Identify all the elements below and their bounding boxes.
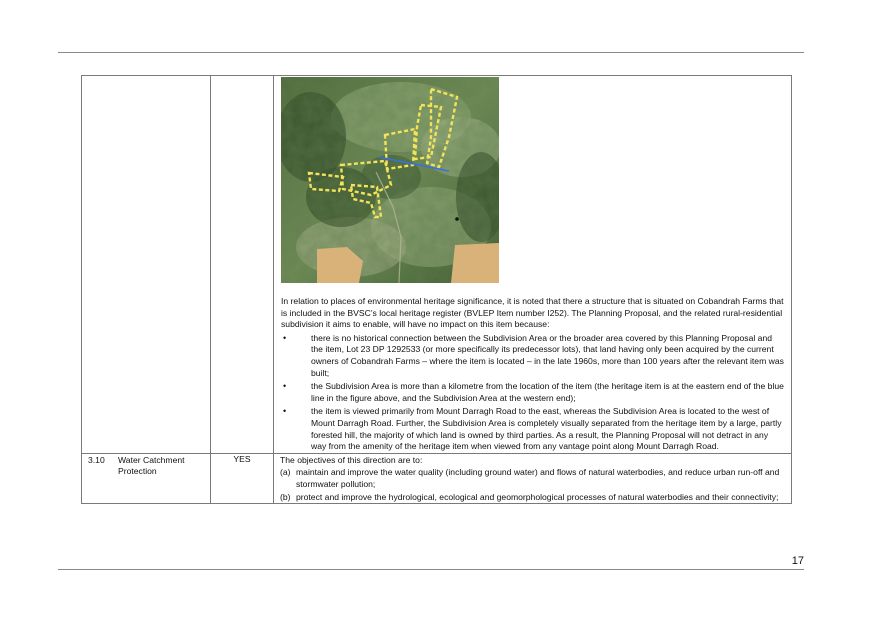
heritage-bullet-list <box>281 333 785 453</box>
list-item <box>281 406 785 452</box>
bullet-icon: • <box>283 332 287 343</box>
list-item <box>280 467 785 490</box>
bullet-icon: • <box>283 406 287 417</box>
heritage-cell <box>274 76 792 454</box>
aerial-map-image <box>281 77 499 283</box>
heritage-text <box>274 283 791 453</box>
list-item-text: there is no historical connection between the Subdivision Area or the broader area covered by this Planning Proposal and the item, Lot 23 DP 1292533 (or more specifically its predecessor lots), that land having only been acquired by the current owners of Cobandrah Farms – where the item is located – in the late 1960s, more than 100 years after the relevant item was built; <box>311 332 784 378</box>
table-row <box>82 76 792 454</box>
section-number: 3.10 <box>88 454 105 465</box>
objectives-cell <box>274 453 792 503</box>
page-number: 17 <box>791 555 804 567</box>
list-item <box>281 381 785 404</box>
empty-cell <box>82 76 211 454</box>
bullet-icon: • <box>283 381 287 392</box>
list-item <box>281 333 785 379</box>
empty-cell <box>211 76 274 454</box>
objective-label: (b) <box>280 491 291 502</box>
consistency-cell <box>211 453 274 503</box>
footer-rule <box>58 569 804 570</box>
consistency-value: YES <box>233 453 251 464</box>
section-cell <box>82 453 211 503</box>
heritage-intro: In relation to places of environmental heritage significance, it is noted that there a structure that is situated on Cobandrah Farms that is included in the BVSC’s local heritage register (BVLEP Item number I252). The Planning Proposal, and the related rural-residential subdivision it aims to enable, will have no impact on this item because: <box>281 296 784 330</box>
table-row <box>82 453 792 503</box>
objective-label: (a) <box>280 467 291 478</box>
heritage-item-dot <box>455 217 459 221</box>
section-title: Water Catchment Protection <box>118 454 185 477</box>
list-item-text: the item is viewed primarily from Mount Darragh Road to the east, whereas the Subdivision Area is located to the west of Mount Darragh Road. Further, the Subdivision Area is completely visually separated from the heritage item by a large, partly forested hill, the majority of which land is owned by third parties. As a result, the Planning Proposal will not detract in any way from the amenity of the heritage item when viewed from any vantage point along Mount Darragh Road. <box>311 406 782 452</box>
consistency-table <box>81 75 792 504</box>
header-rule <box>58 52 804 53</box>
objectives-lead: The objectives of this direction are to: <box>280 454 423 465</box>
tan-parcel <box>451 243 499 283</box>
list-item-text: the Subdivision Area is more than a kilometre from the location of the item (the heritage item is at the eastern end of the blue line in the figure above, and the Subdivision Area at the western end); <box>311 381 784 403</box>
objective-text: protect and improve the hydrological, ecological and geomorphological processes of natural waterbodies and their connectivity; <box>296 491 779 502</box>
objective-text: maintain and improve the water quality (including ground water) and flows of natural waterbodies, and reduce urban run-off and stormwater pollution; <box>296 467 780 489</box>
list-item <box>280 492 785 504</box>
aerial-map-figure <box>281 77 499 283</box>
